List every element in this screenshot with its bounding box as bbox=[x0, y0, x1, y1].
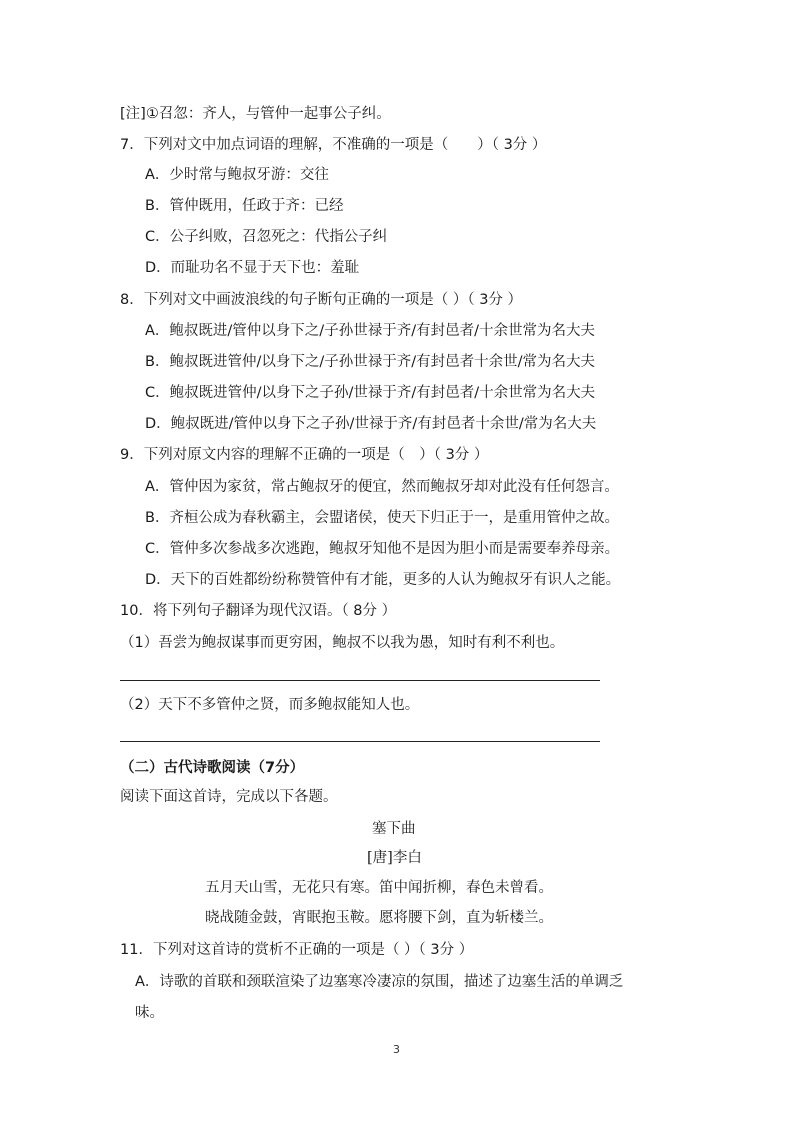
question-10-item-1: （1）吾尝为鲍叔谋事而更穷困，鲍叔不以我为愚，知时有利不利也。 bbox=[120, 635, 565, 651]
question-7-option-b: B．管仲既用，任政于齐：已经 bbox=[145, 198, 344, 214]
question-9-option-b: B．齐桓公成为春秋霸主，会盟诸侯，使天下归正于一，是重用管仲之故。 bbox=[145, 510, 619, 526]
poem-author: [唐]李白 bbox=[367, 850, 422, 866]
question-11-option-a-line-2: 味。 bbox=[135, 1005, 164, 1021]
question-10-stem: 10．将下列句子翻译为现代汉语。（ 8分 ） bbox=[120, 603, 397, 619]
answer-line-2[interactable] bbox=[120, 741, 600, 742]
question-10-item-2: （2）天下不多管仲之贤，而多鲍叔能知人也。 bbox=[120, 697, 420, 713]
question-8-option-a: A．鲍叔既进/管仲以身下之/子孙世禄于齐/有封邑者/十余世常为名大夫 bbox=[145, 323, 595, 339]
question-9-option-a: A．管仲因为家贫，常占鲍叔牙的便宜，然而鲍叔牙却对此没有任何怨言。 bbox=[145, 479, 619, 495]
footnote: [注]①召忽：齐人，与管仲一起事公子纠。 bbox=[120, 106, 391, 122]
question-7-option-a: A．少时常与鲍叔牙游：交往 bbox=[145, 167, 329, 183]
page-number: 3 bbox=[393, 1043, 400, 1056]
section-2-instruction: 阅读下面这首诗，完成以下各题。 bbox=[120, 789, 338, 805]
poem-line-1: 五月天山雪，无花只有寒。笛中闻折柳，春色未曾看。 bbox=[205, 880, 553, 896]
question-7-option-c: C．公子纠败，召忽死之：代指公子纠 bbox=[145, 229, 388, 245]
answer-line-1[interactable] bbox=[120, 680, 600, 681]
question-7-option-d: D．而耻功名不显于天下也：羞耻 bbox=[145, 260, 360, 276]
question-8-option-b: B．鲍叔既进管仲/以身下之/子孙世禄于齐/有封邑者十余世/常为名大夫 bbox=[145, 354, 595, 370]
poem-title: 塞下曲 bbox=[372, 821, 416, 837]
question-8-option-d: D．鲍叔既进/管仲以身下之子孙/世禄于齐/有封邑者十余世/常为名大夫 bbox=[145, 416, 597, 432]
poem-line-2: 晓战随金鼓，宵眠抱玉鞍。愿将腰下剑，直为斩楼兰。 bbox=[205, 910, 553, 926]
question-9-option-c: C．管仲多次参战多次逃跑，鲍叔牙知他不是因为胆小而是需要奉养母亲。 bbox=[145, 541, 620, 557]
question-8-stem: 8．下列对文中画波浪线的句子断句正确的一项是（ ）（ 3分 ） bbox=[120, 292, 523, 308]
question-9-stem: 9．下列对原文内容的理解不正确的一项是（ ）（ 3分 ） bbox=[120, 447, 489, 463]
question-9-option-d: D．天下的百姓都纷纷称赞管仲有才能，更多的人认为鲍叔牙有识人之能。 bbox=[145, 572, 621, 588]
question-7-stem: 7．下列对文中加点词语的理解，不准确的一项是（ ）（ 3分 ） bbox=[120, 137, 547, 153]
question-11-stem: 11．下列对这首诗的赏析不正确的一项是（ ）（ 3分 ） bbox=[120, 942, 474, 958]
question-11-option-a-line-1: A．诗歌的首联和颈联渲染了边塞寒冷凄凉的氛围，描述了边塞生活的单调乏 bbox=[135, 974, 624, 990]
section-2-heading: （二）古代诗歌阅读（7分） bbox=[120, 760, 305, 776]
question-8-option-c: C．鲍叔既进管仲/以身下之子孙/世禄于齐/有封邑者/十余世常为名大夫 bbox=[145, 385, 596, 401]
